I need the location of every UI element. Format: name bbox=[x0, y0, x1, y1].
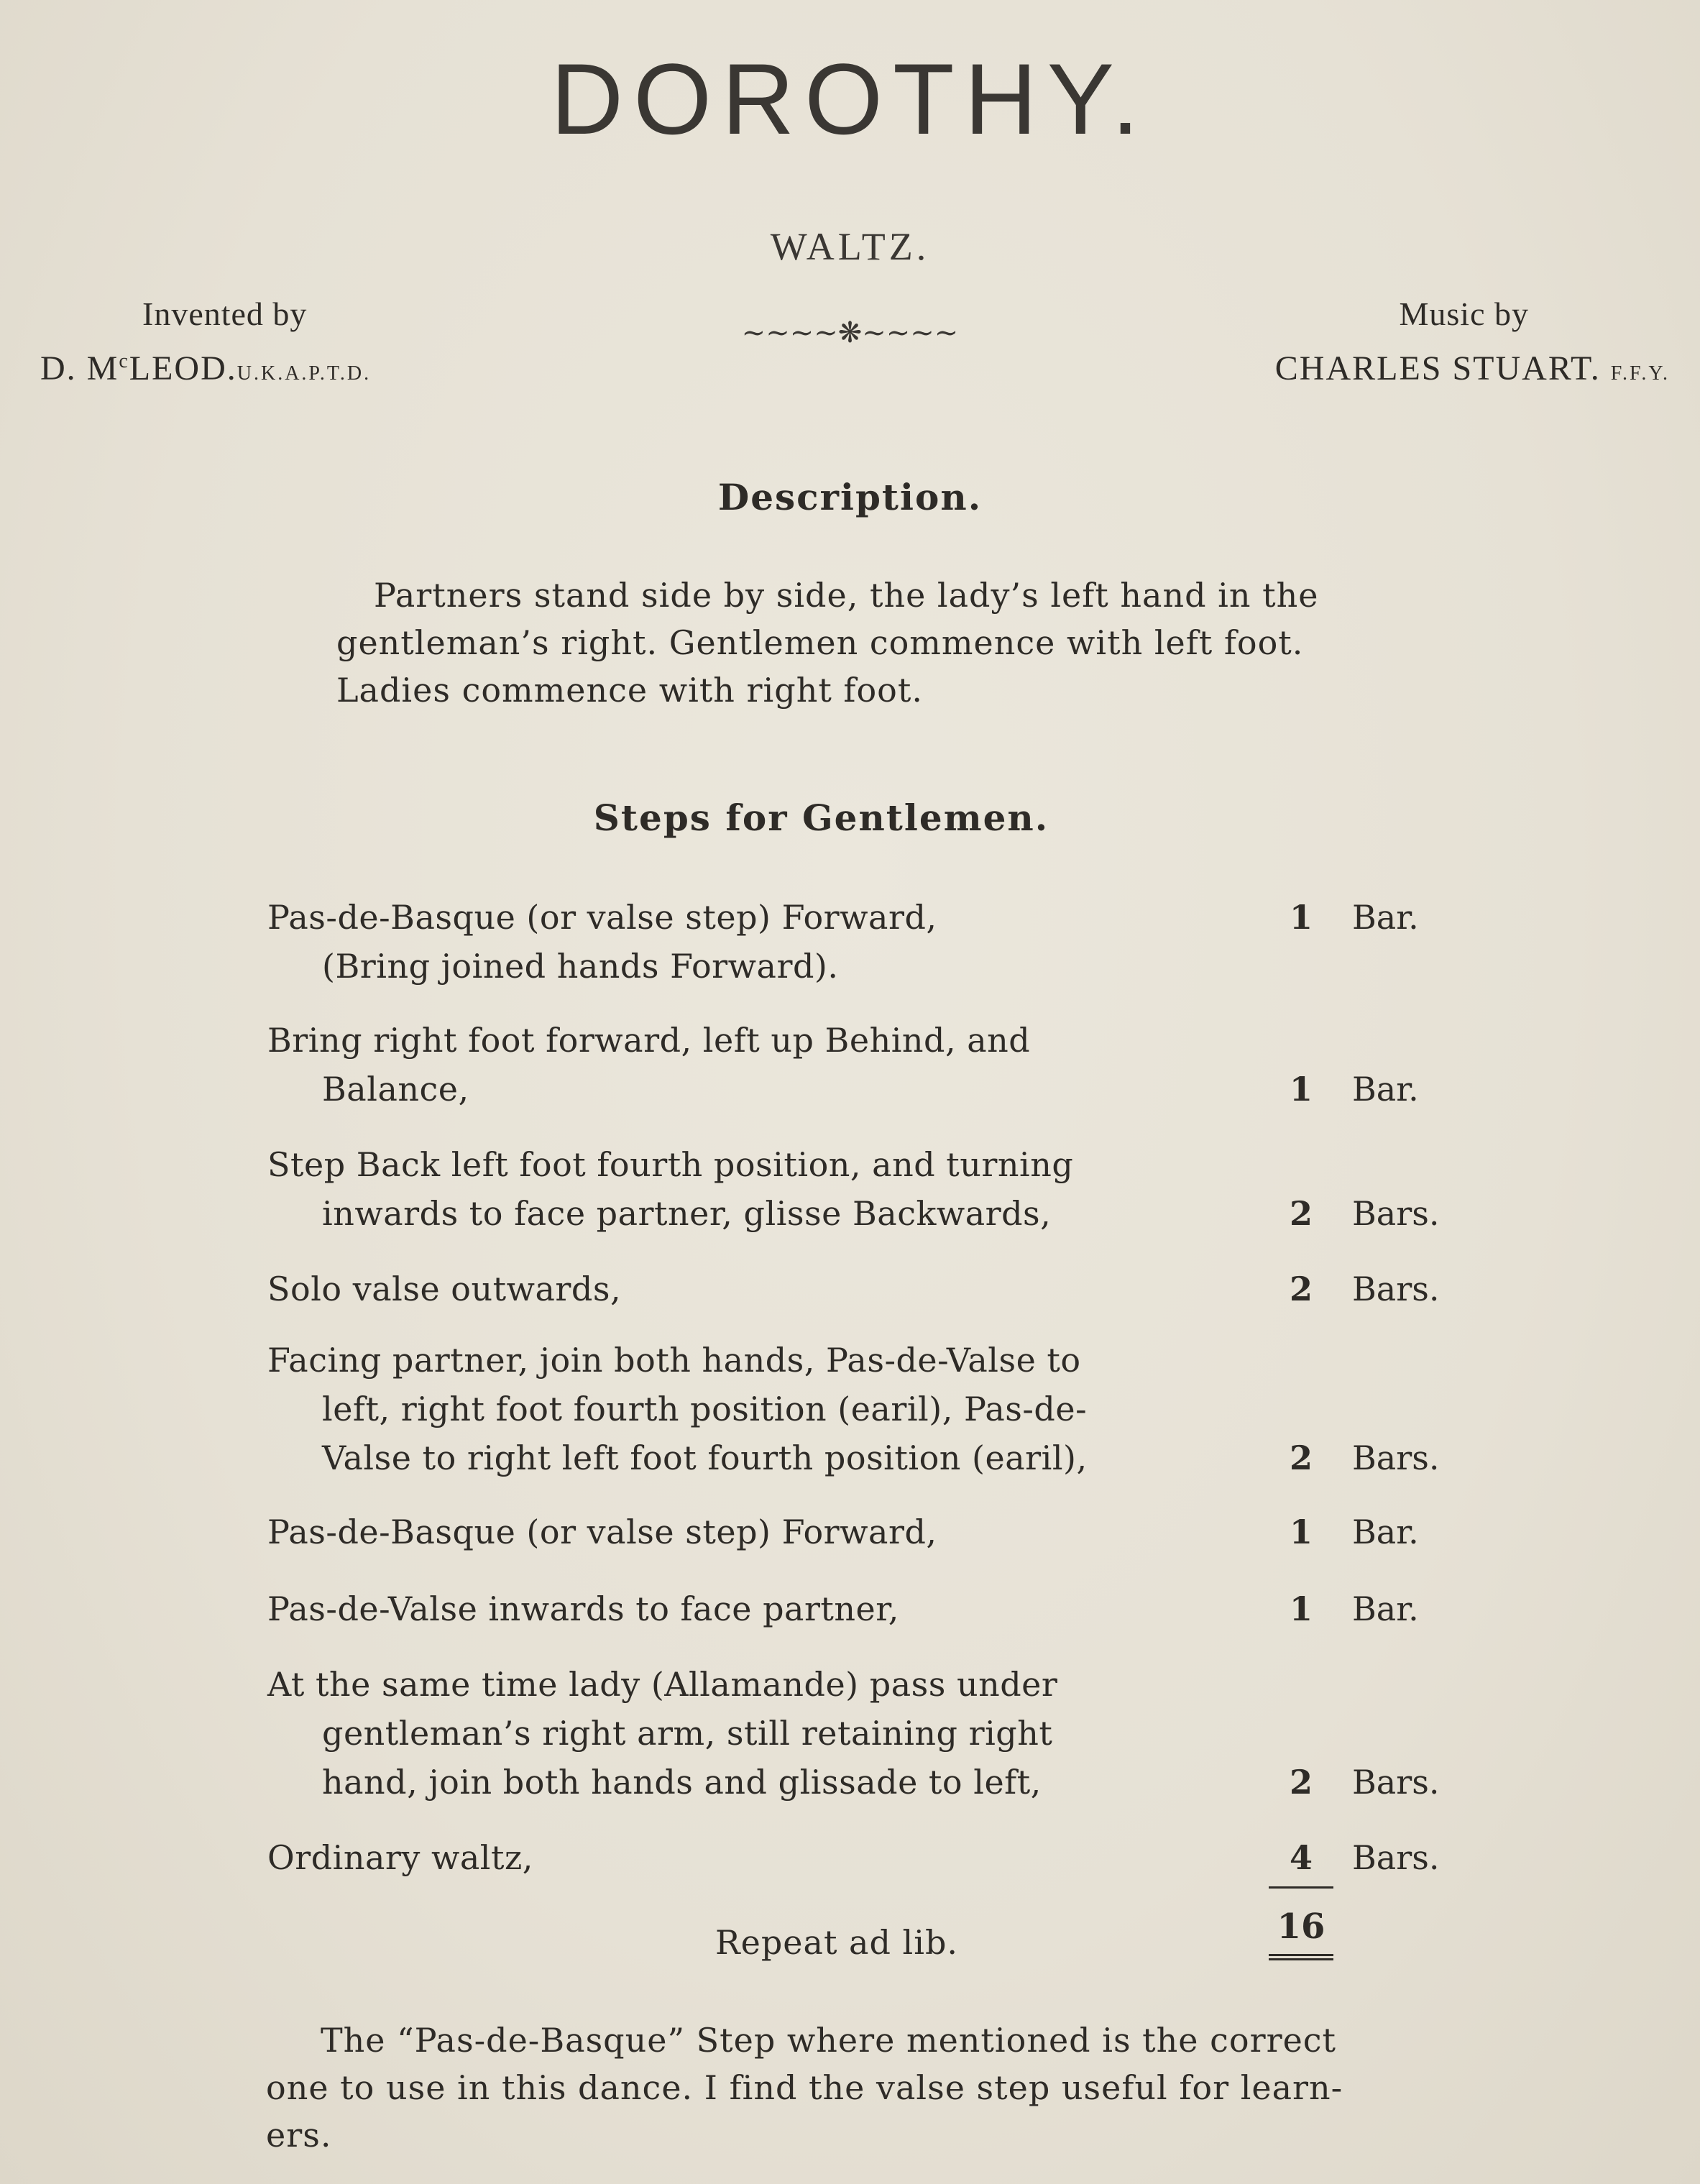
step-count: 1 Bar. bbox=[1289, 1513, 1419, 1551]
description-line: Partners stand side by side, the lady’s left hand in the bbox=[374, 576, 1319, 615]
step-count: 1 Bar. bbox=[1289, 1589, 1419, 1628]
bars-total: 16 bbox=[1277, 1907, 1325, 1947]
total-double-rule bbox=[1269, 1954, 1333, 1960]
step-item: Ordinary waltz, bbox=[267, 1838, 533, 1877]
inventor-name: D. $M^cLEOD.U.K.A.P.T.D$. bbox=[40, 349, 372, 387]
dance-title: DOROTHY. bbox=[551, 42, 1149, 155]
step-item: Pas-de-Valse inwards to face partner, bbox=[267, 1589, 899, 1628]
footnote: The “Pas-de-Basque” Step where mentioned is the correct one to use in this dance. I find the valse step useful for learn- ers. bbox=[266, 2021, 1343, 2155]
step-count: 2 Bars. bbox=[1289, 1439, 1440, 1477]
step-item: Pas-de-Basque (or valse step) Forward, (Bring joined hands Forward). bbox=[267, 898, 937, 986]
inventor-qualification: U.K.A.P.T.D. bbox=[236, 362, 372, 385]
step-count: 1 Bar. bbox=[1289, 1070, 1419, 1109]
step-item: Solo valse outwards, bbox=[267, 1270, 622, 1308]
description-heading: Description. bbox=[717, 476, 983, 518]
step-item: Step Back left foot fourth position, and turning inwards to face partner, glisse Backwards, bbox=[267, 1145, 1074, 1233]
composer-qualification: F.F.Y. bbox=[1610, 362, 1670, 385]
composer-name: CHARLES STUART. F.F.Y. bbox=[1274, 349, 1670, 387]
description-text bbox=[336, 572, 1472, 714]
steps-heading: Steps for Gentlemen. bbox=[593, 797, 1049, 839]
description-line: gentleman’s right. Gentlemen commence with left foot. bbox=[336, 623, 1304, 662]
total-rule bbox=[1269, 1886, 1333, 1889]
step-count: 2 Bars. bbox=[1289, 1270, 1440, 1308]
step-count: 4 Bars. bbox=[1289, 1838, 1440, 1877]
inventor-label: Invented by bbox=[142, 295, 308, 332]
step-count: 1 Bar. bbox=[1289, 898, 1419, 937]
composer-label: Music by bbox=[1399, 295, 1529, 332]
description-line: Ladies commence with right foot. bbox=[336, 671, 923, 710]
repeat-instruction: Repeat ad lib. bbox=[715, 1923, 959, 1962]
step-item: Bring right foot forward, left up Behind, and Balance, bbox=[267, 1021, 1031, 1109]
step-item: Pas-de-Basque (or valse step) Forward, bbox=[267, 1513, 937, 1551]
ornament-flourish-icon: ~~~~❋~~~~ bbox=[741, 316, 959, 349]
dance-subtitle: WALTZ. bbox=[770, 225, 930, 268]
step-item: Facing partner, join both hands, Pas-de-Valse to left, right foot fourth position (earil), Pas-de- Valse to right left foot fourth position (earil), bbox=[267, 1341, 1088, 1477]
step-count: 2 Bars. bbox=[1289, 1194, 1440, 1233]
step-count: 2 Bars. bbox=[1289, 1763, 1440, 1802]
step-item: At the same time lady (Allamande) pass under gentleman’s right arm, still retaining right hand, join both hands and glissade to left, bbox=[267, 1665, 1058, 1802]
